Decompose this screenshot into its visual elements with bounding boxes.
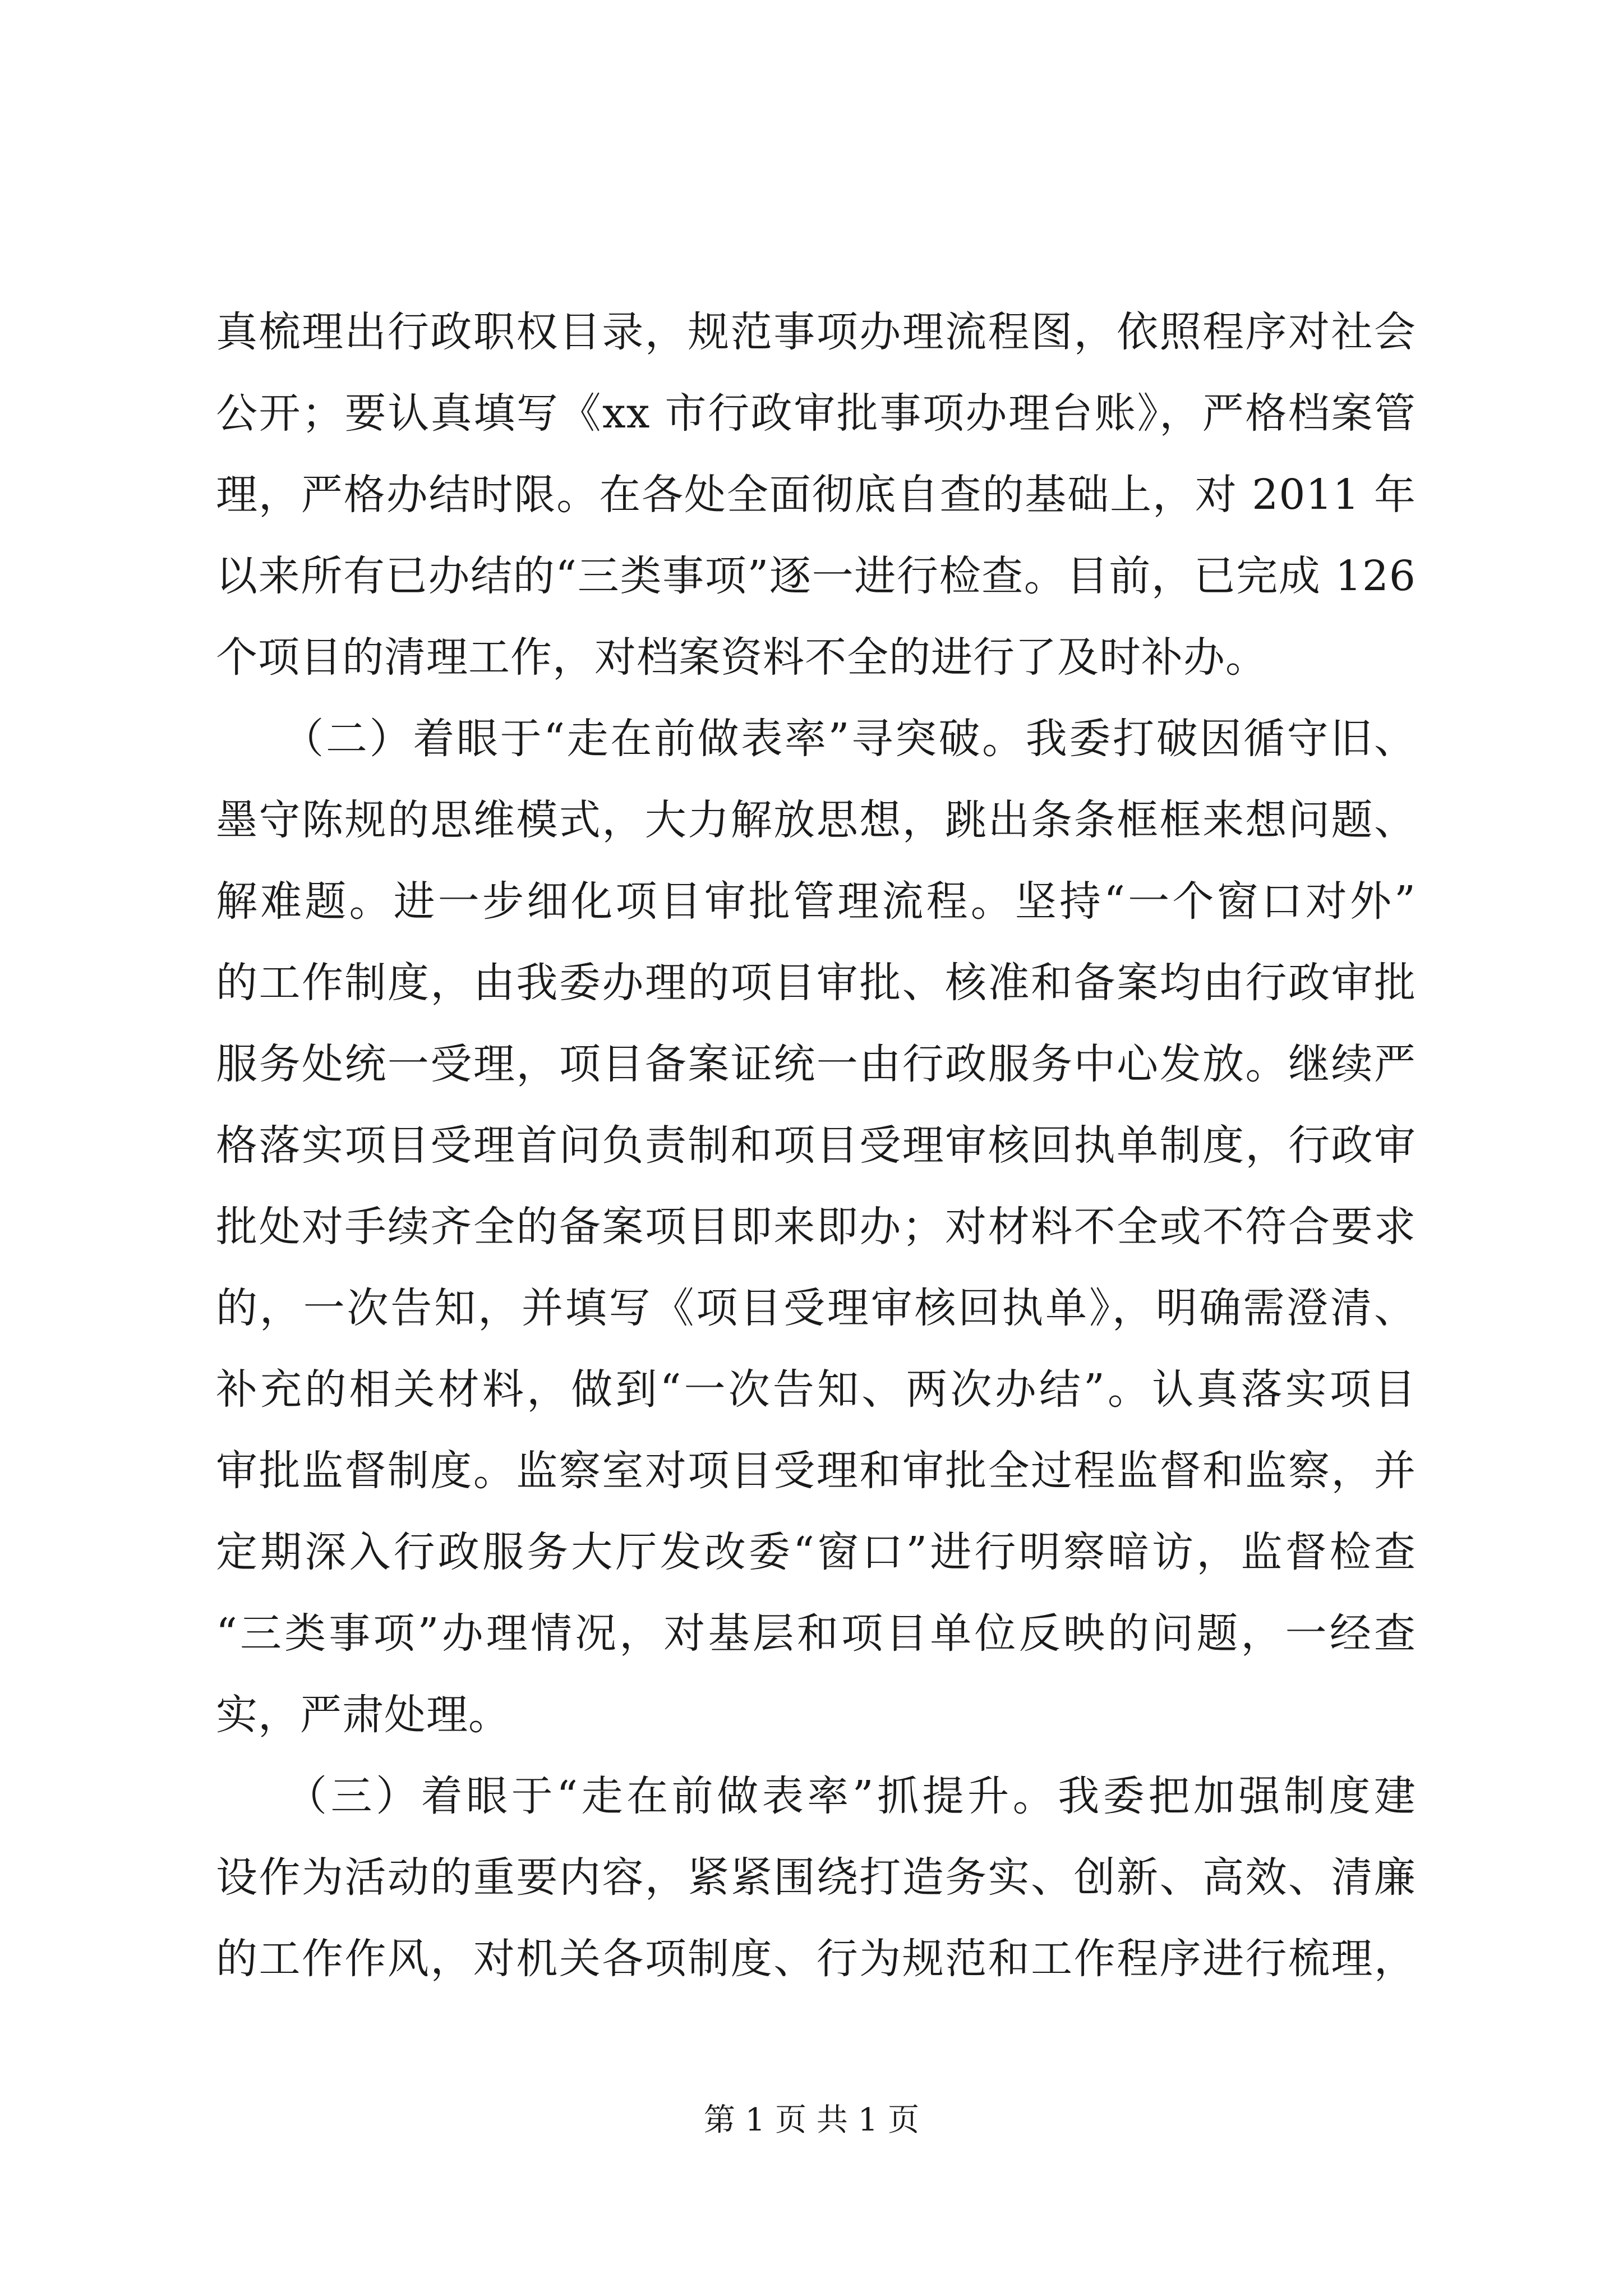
text-line: 的工作作风，对机关各项制度、行为规范和工作程序进行梳理， <box>216 1935 1416 1983</box>
text-line: 公开；要认真填写《xx 市行政审批事项办理台账》，严格档案管 <box>216 389 1416 438</box>
text-line: 实，严肃处理。 <box>216 1691 510 1739</box>
text-line: 墨守陈规的思维模式，大力解放思想，跳出条条框框来想问题、 <box>216 796 1416 844</box>
text-line: 定期深入行政服务大厅发改委“窗口”进行明察暗访，监督检查 <box>216 1528 1416 1576</box>
text-line: “三类事项”办理情况，对基层和项目单位反映的问题，一经查 <box>216 1609 1416 1658</box>
text-line: 的，一次告知，并填写《项目受理审核回执单》，明确需澄清、 <box>216 1284 1416 1332</box>
text-line: 解难题。进一步细化项目审批管理流程。坚持“一个窗口对外” <box>216 877 1416 926</box>
text-line: （三）着眼于“走在前做表率”抓提升。我委把加强制度建 <box>216 1772 1416 1820</box>
text-line: 个项目的清理工作，对档案资料不全的进行了及时补办。 <box>216 633 1267 682</box>
text-line: 服务处统一受理，项目备案证统一由行政服务中心发放。继续严 <box>216 1040 1416 1088</box>
text-line: 补充的相关材料，做到“一次告知、两次办结”。认真落实项目 <box>216 1365 1416 1414</box>
text-line: （二）着眼于“走在前做表率”寻突破。我委打破因循守旧、 <box>216 715 1416 763</box>
document-body <box>216 292 1416 2000</box>
text-line: 批处对手续齐全的备案项目即来即办；对材料不全或不符合要求 <box>216 1203 1416 1251</box>
text-line: 以来所有已办结的“三类事项”逐一进行检查。目前，已完成 126 <box>216 552 1416 600</box>
text-line: 的工作制度，由我委办理的项目审批、核准和备案均由行政审批 <box>216 959 1416 1007</box>
text-line: 格落实项目受理首问负责制和项目受理审核回执单制度，行政审 <box>216 1121 1416 1170</box>
text-line: 审批监督制度。监察室对项目受理和审批全过程监督和监察，并 <box>216 1447 1416 1495</box>
text-line: 真梳理出行政职权目录，规范事项办理流程图，依照程序对社会 <box>216 308 1416 356</box>
text-line: 理，严格办结时限。在各处全面彻底自查的基础上，对 2011 年 <box>216 471 1416 519</box>
text-line: 设作为活动的重要内容，紧紧围绕打造务实、创新、高效、清廉 <box>216 1853 1416 1902</box>
page-footer: 第 1 页 共 1 页 <box>703 2102 920 2138</box>
